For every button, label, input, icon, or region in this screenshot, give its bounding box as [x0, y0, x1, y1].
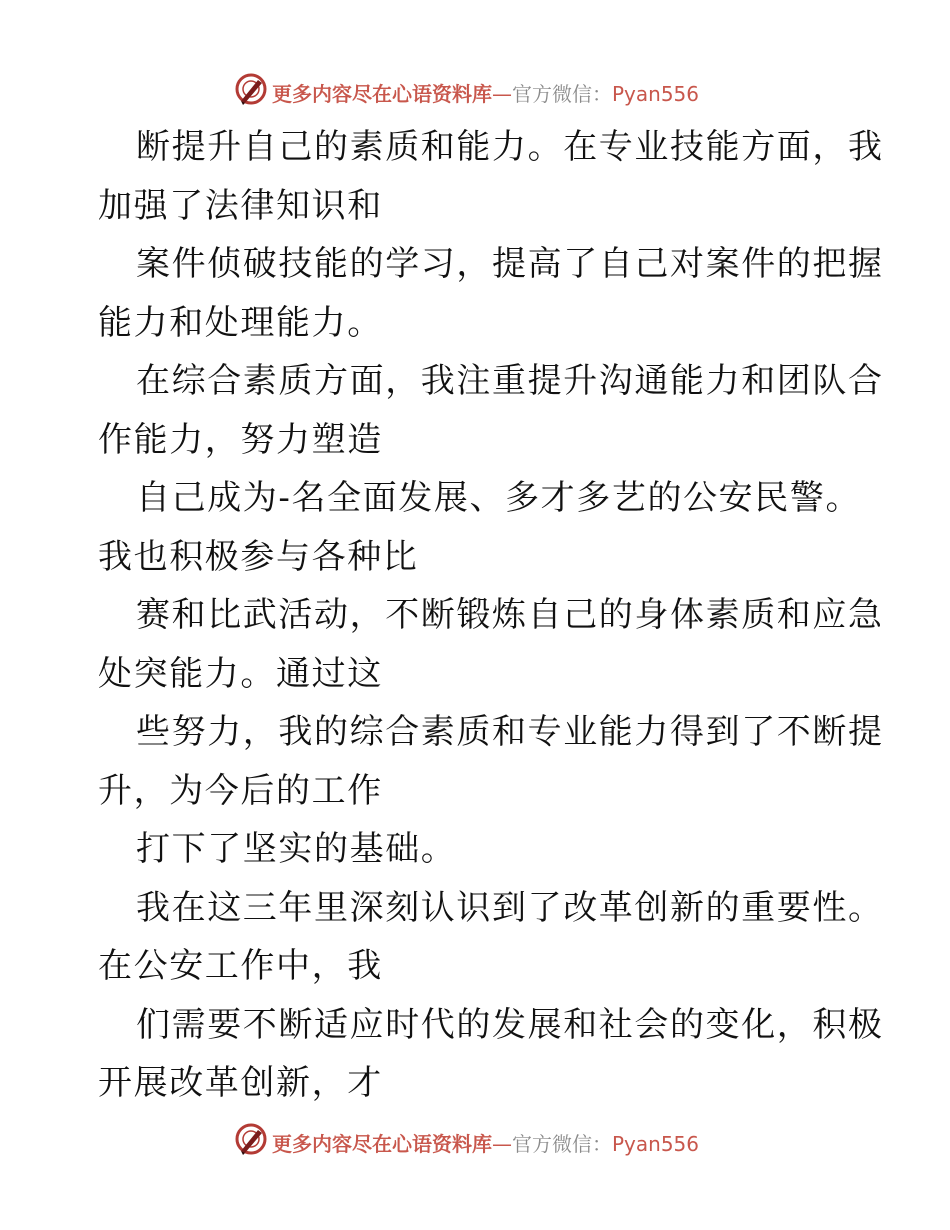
text-line: 能力和处理能力。	[98, 302, 383, 343]
text-line: 在公安工作中，我	[98, 946, 383, 986]
text-line: 处突能力。通过这	[98, 653, 383, 694]
text-line: 作能力，努力塑造	[98, 419, 383, 460]
header-separator: —	[492, 82, 512, 106]
text-line: 升，为今后的工作	[98, 770, 383, 811]
footer-brand: 更多内容尽在心语资料库	[272, 1132, 492, 1156]
pen-logo-icon	[234, 72, 268, 106]
text-line: 在综合素质方面，我注重提升沟通能力和团队合	[136, 361, 884, 401]
text-line: 我也积极参与各种比	[98, 536, 419, 577]
header-brand: 更多内容尽在心语资料库	[272, 82, 492, 106]
document-body	[98, 118, 884, 1113]
header-wechat-id: Pyan556	[612, 82, 700, 106]
footer-wechat-id: Pyan556	[612, 1132, 700, 1156]
text-line: 些努力，我的综合素质和专业能力得到了不断提	[136, 712, 884, 752]
text-line: 打下了坚实的基础。	[136, 829, 457, 869]
text-line: 开展改革创新，才	[98, 1063, 383, 1103]
text-line: 们需要不断适应时代的发展和社会的变化，积极	[136, 1004, 884, 1045]
text-line: 断提升自己的素质和能力。在专业技能方面，我	[136, 127, 884, 167]
footer-banner	[0, 1120, 950, 1160]
text-line: 加强了法律知识和	[98, 185, 383, 226]
header-wechat-label: 官方微信：	[512, 82, 612, 106]
text-line: 案件侦破技能的学习，提高了自己对案件的把握	[136, 244, 884, 284]
text-line: 我在这三年里深刻认识到了改革创新的重要性。	[136, 887, 884, 928]
pen-logo-icon	[234, 1122, 268, 1156]
footer-wechat-label: 官方微信：	[512, 1132, 612, 1156]
header-banner-text	[272, 78, 699, 107]
header-banner	[0, 70, 950, 110]
footer-separator: —	[492, 1132, 512, 1156]
text-line: 赛和比武活动，不断锻炼自己的身体素质和应急	[136, 595, 884, 635]
footer-banner-text	[272, 1128, 699, 1157]
text-line: 自己成为-名全面发展、多才多艺的公安民警。	[136, 478, 862, 518]
